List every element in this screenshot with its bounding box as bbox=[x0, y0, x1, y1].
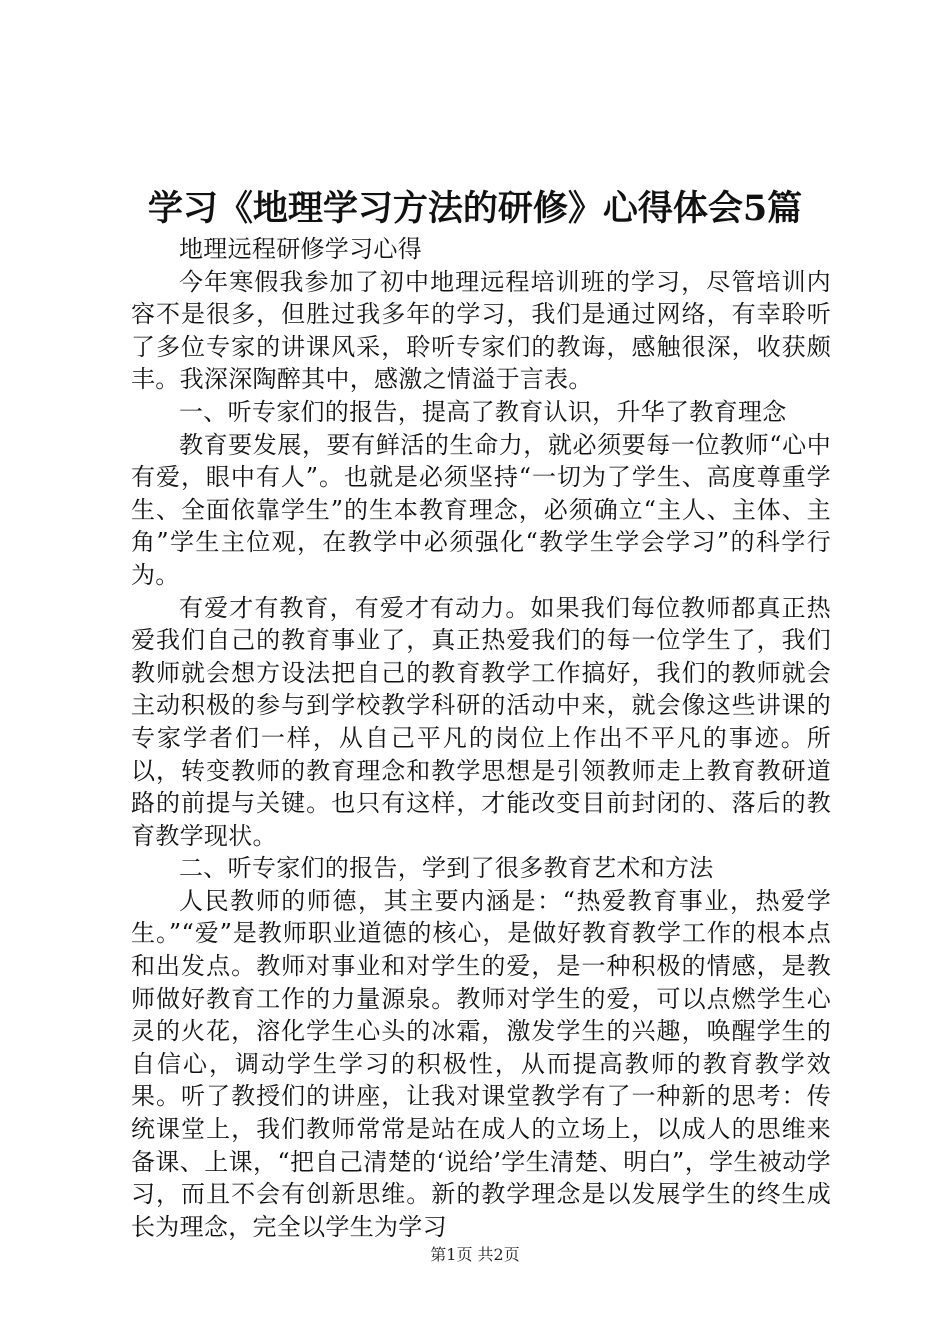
paragraph-intro: 今年寒假我参加了初中地理远程培训班的学习，尽管培训内容不是很多，但胜过我多年的学习，我们是通过网络，有幸聆听了多位专家的讲课风采，聆听专家们的教诲，感触很深，收获颇丰。我深深陶醉其中，感激之情溢于言表。 bbox=[131, 267, 831, 394]
paragraph-subtitle: 地理远程研修学习心得 bbox=[179, 235, 422, 263]
section-heading-2: 二、听专家们的报告，学到了很多教育艺术和方法 bbox=[179, 854, 714, 883]
document-body bbox=[131, 233, 831, 1243]
paragraph-education-development: 教育要发展，要有鲜活的生命力，就必须要每一位教师“心中有爱，眼中有人”。也就是必须坚持“一切为了学生、高度尊重学生、全面依靠学生”的生本教育理念，必须确立“主人、主体、主角”学生主位观，在教学中必须强化“教学生学会学习”的科学行为。 bbox=[131, 430, 831, 589]
section-heading-1: 一、听专家们的报告，提高了教育认识，升华了教育理念 bbox=[179, 397, 787, 426]
paragraph-love-education: 有爱才有教育，有爱才有动力。如果我们每位教师都真正热爱我们自己的教育事业了，真正热爱我们的每一位学生了，我们教师就会想方设法把自己的教育教学工作搞好，我们的教师就会主动积极的参与到学校教学科研的活动中来，就会像这些讲课的专家学者们一样，从自己平凡的岗位上作出不平凡的事迹。所以，转变教师的教育理念和教学思想是引领教师走上教育教研道路的前提与关键。也只有这样，才能改变目前封闭的、落后的教育教学现状。 bbox=[131, 593, 831, 850]
paragraph-teacher-ethics: 人民教师的师德，其主要内涵是：“热爱教育事业，热爱学生。”“爱”是教师职业道德的核心，是做好教育教学工作的根本点和出发点。教师对事业和对学生的爱，是一种积极的情感，是教师做好教育工作的力量源泉。教师对学生的爱，可以点燃学生心灵的火花，溶化学生心头的冰霜，激发学生的兴趣，唤醒学生的自信心，调动学生学习的积极性，从而提高教师的教育教学效果。听了教授们的讲座，让我对课堂教学有了一种新的思考：传统课堂上，我们教师常常是站在成人的立场上，以成人的思维来备课、上课，“把自己清楚的‘说给’学生清楚、明白”，学生被动学习，而且不会有创新思维。新的教学理念是以发展学生的终生成长为理念，完全以学生为学习 bbox=[131, 886, 831, 1241]
document-title: 学习《地理学习方法的研修》心得体会5篇 bbox=[147, 188, 803, 229]
page-number-footer: 第1页 共2页 bbox=[430, 1245, 520, 1264]
